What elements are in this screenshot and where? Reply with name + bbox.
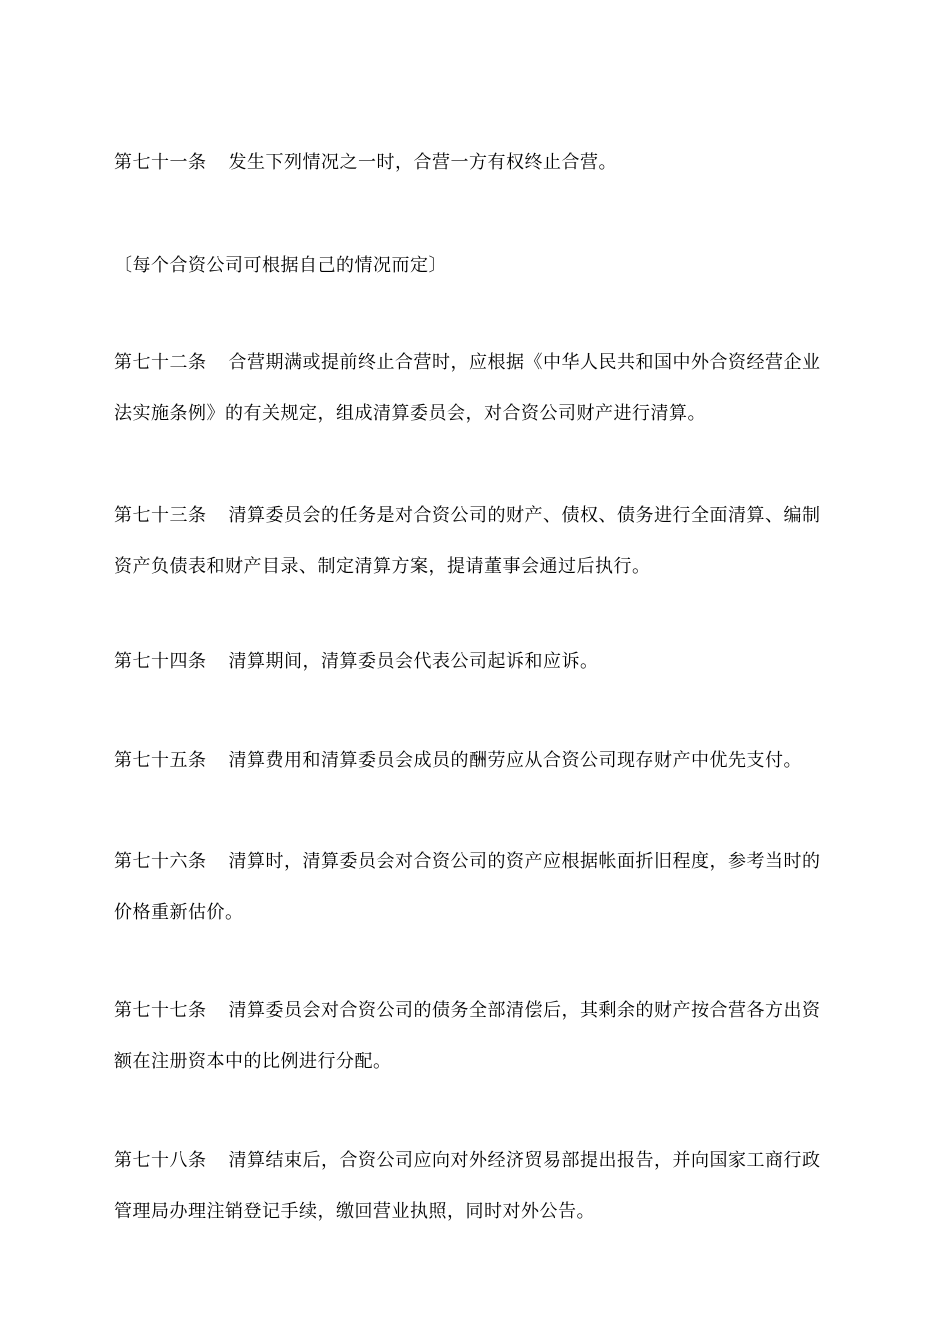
article-text: 清算费用和清算委员会成员的酬劳应从合资公司现存财产中优先支付。 — [228, 750, 802, 771]
article-number: 第七十四条 — [114, 651, 207, 672]
article-number: 第七十六条 — [114, 851, 207, 872]
article-text: 清算结束后，合资公司应向对外经济贸易部提出报告，并向国家工商行政管理局办理注销登记手续，缴回营业执照，同时对外公告。 — [114, 1150, 821, 1222]
article-77-paragraph — [114, 985, 838, 1087]
article-number: 第七十五条 — [114, 750, 207, 771]
article-71-paragraph — [114, 137, 838, 188]
article-text: 清算时，清算委员会对合资公司的资产应根据帐面折旧程度，参考当时的价格重新估价。 — [114, 851, 821, 923]
note-text: 〔每个合资公司可根据自己的情况而定〕 — [114, 255, 447, 276]
article-74-paragraph — [114, 636, 838, 687]
article-number: 第七十一条 — [114, 152, 207, 173]
article-text: 清算期间，清算委员会代表公司起诉和应诉。 — [228, 651, 599, 672]
article-text: 清算委员会对合资公司的债务全部清偿后，其剩余的财产按合营各方出资额在注册资本中的比例进行分配。 — [114, 1000, 821, 1072]
article-73-paragraph — [114, 490, 838, 592]
article-number: 第七十七条 — [114, 1000, 207, 1021]
article-75-paragraph — [114, 735, 838, 786]
article-72-paragraph — [114, 337, 838, 439]
article-text: 发生下列情况之一时，合营一方有权终止合营。 — [228, 152, 617, 173]
note-paragraph — [114, 240, 838, 291]
article-number: 第七十三条 — [114, 505, 207, 526]
article-number: 第七十八条 — [114, 1150, 207, 1171]
article-number: 第七十二条 — [114, 352, 207, 373]
article-text: 合营期满或提前终止合营时，应根据《中华人民共和国中外合资经营企业法实施条例》的有关规定，组成清算委员会，对合资公司财产进行清算。 — [114, 352, 821, 424]
article-76-paragraph — [114, 836, 838, 938]
article-text: 清算委员会的任务是对合资公司的财产、债权、债务进行全面清算、编制资产负债表和财产目录、制定清算方案，提请董事会通过后执行。 — [114, 505, 821, 577]
article-78-paragraph — [114, 1135, 838, 1237]
